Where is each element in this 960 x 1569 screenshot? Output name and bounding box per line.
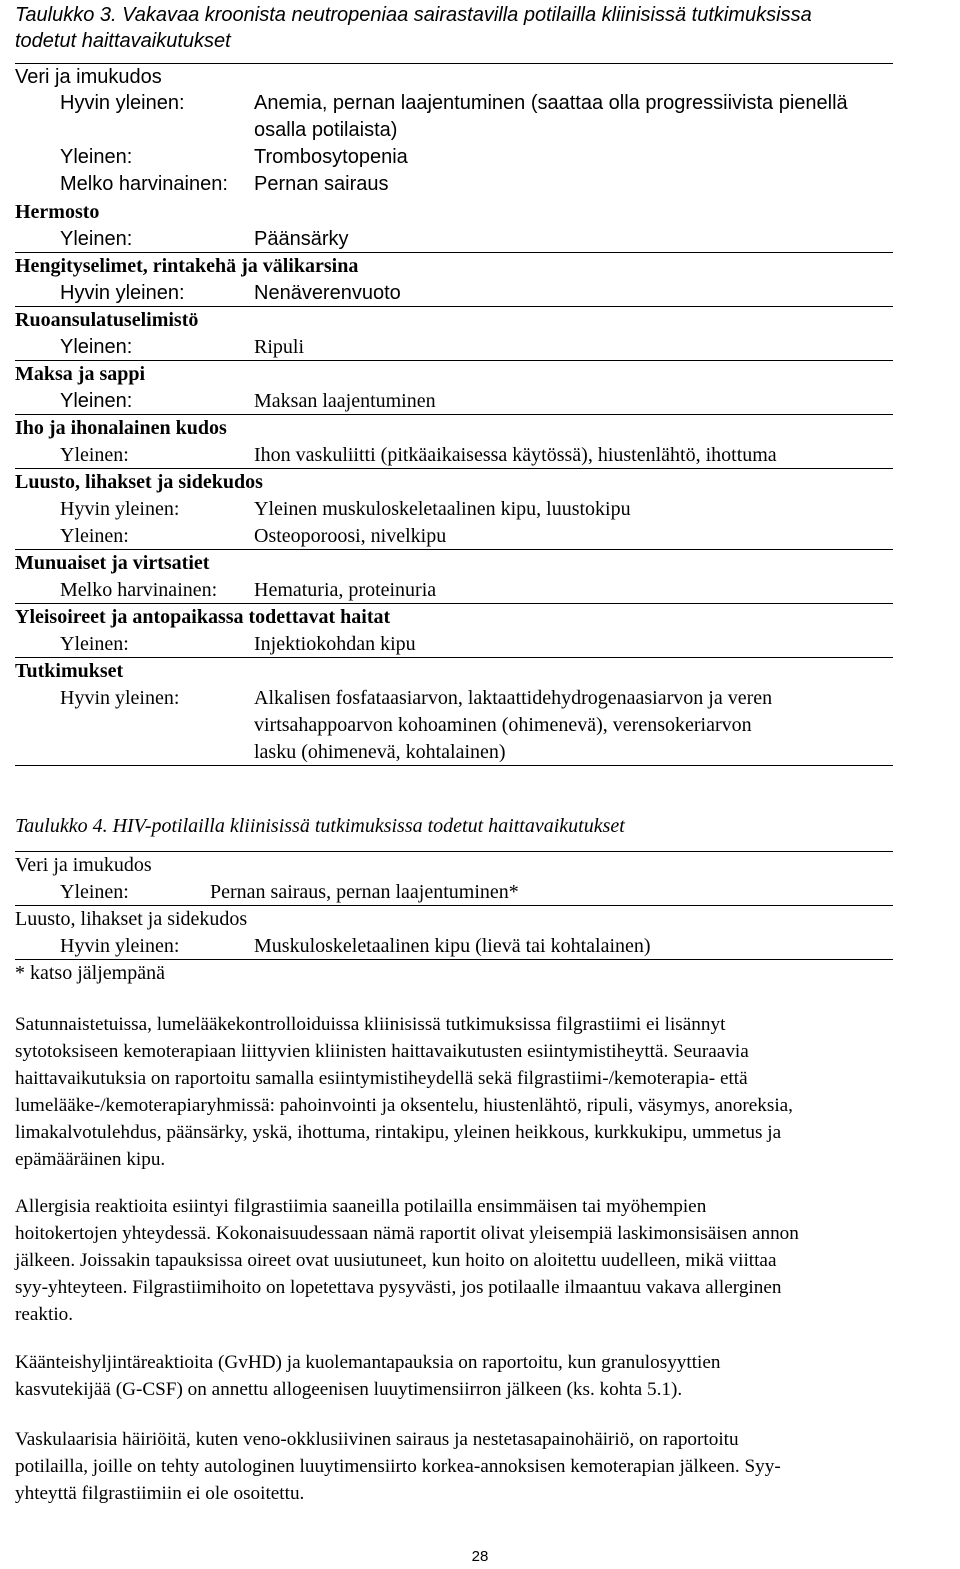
t3-freq-label: Melko harvinainen:: [60, 173, 228, 195]
t3-term: Päänsärky: [254, 228, 349, 250]
t3-freq-label: Yleinen:: [60, 336, 133, 358]
t3-term: lasku (ohimenevä, kohtalainen): [254, 741, 506, 763]
t3-section-title: Ruoansulatuselimistö: [15, 309, 199, 331]
t3-section-title: Tutkimukset: [15, 660, 124, 682]
t3-freq-label: Hyvin yleinen:: [60, 687, 180, 709]
t4-term: Muskuloskeletaalinen kipu (lievä tai kohtalainen): [254, 935, 651, 957]
t3-section-title: Hengityselimet, rintakehä ja välikarsina: [15, 255, 359, 277]
t3-freq-label: Yleinen:: [60, 525, 129, 547]
table4-footnote: * katso jäljempänä: [15, 962, 165, 984]
table3-row-rule: [15, 657, 893, 658]
t3-section-title: Yleisoireet ja antopaikassa todettavat haitat: [15, 606, 391, 628]
paragraph: [15, 1349, 960, 1403]
page-number: 28: [471, 1548, 489, 1565]
t3-term: Ripuli: [254, 336, 305, 358]
table3-caption-prefix: Taulukko 3.: [15, 4, 117, 26]
paragraph-line: Allergisia reaktioita esiintyi filgrastiimia saaneilla potilailla ensimmäisen tai myöhempien: [15, 1196, 707, 1217]
t4-term: Pernan sairaus, pernan laajentuminen*: [210, 881, 519, 903]
paragraph-line: yhteyttä filgrastiimiin ei ole osoitettu.: [15, 1483, 305, 1504]
t3-section-title: Munuaiset ja virtsatiet: [15, 552, 210, 574]
table4-caption-text: HIV-potilailla kliinisissä tutkimuksissa todetut haittavaikutukset: [107, 815, 625, 837]
t3-term: Trombosytopenia: [254, 146, 408, 168]
t3-term: Yleinen muskuloskeletaalinen kipu, luustokipu: [254, 498, 631, 520]
paragraph-line: jälkeen. Joissakin tapauksissa oireet ovat uusiutuneet, kun hoito on aloitettu uudelleen, mikä viittaa: [15, 1250, 777, 1271]
paragraph-line: potilailla, joille on tehty autologinen luuytimensiirto korkea-annoksisen kemoterapian jälkeen. Syy-: [15, 1456, 781, 1477]
paragraph-line: haittavaikutuksia on raportoitu samalla esiintymistiheydellä sekä filgrastiimi-/kemoterapia- että: [15, 1068, 748, 1089]
paragraph-line: Satunnaistetuissa, lumelääkekontrolloiduissa kliinisissä tutkimuksissa filgrastiimi ei lisännyt: [15, 1014, 726, 1035]
table3-caption-line1: Vakavaa kroonista neutropeniaa sairastavilla potilailla kliinisissä tutkimuksissa: [116, 4, 812, 26]
t3-freq-label: Hyvin yleinen:: [60, 282, 185, 304]
paragraph: [15, 1193, 960, 1328]
t3-term: Pernan sairaus: [254, 173, 389, 195]
table3-bottom-rule: [15, 765, 893, 766]
t3-term: Anemia, pernan laajentuminen (saattaa olla progressiivista pienellä: [254, 92, 848, 114]
t3-section-title: Luusto, lihakset ja sidekudos: [15, 471, 263, 493]
paragraph: [15, 1426, 960, 1507]
table4-caption-prefix: Taulukko 4.: [15, 815, 108, 837]
paragraph-line: sytotoksiseen kemoterapiaan liittyvien kliinisten haittavaikutusten esiintymistiheyttä. Seuraavia: [15, 1041, 749, 1062]
t3-freq-label: Yleinen:: [60, 444, 129, 466]
paragraph-line: Käänteishyljintäreaktioita (GvHD) ja kuolemantapauksia on raportoitu, kun granulosyyttien: [15, 1352, 721, 1373]
paragraph-line: Vaskulaarisia häiriöitä, kuten veno-okklusiivinen sairaus ja nestetasapainohäiriö, on raportoitu: [15, 1429, 739, 1450]
t3-term: osalla potilaista): [254, 119, 398, 141]
t3-term: Alkalisen fosfataasiarvon, laktaattidehydrogenaasiarvon ja veren: [254, 687, 773, 709]
t3-freq-label: Yleinen:: [60, 390, 133, 412]
paragraph-line: kasvutekijää (G-CSF) on annettu allogeenisen luuytimensiirron jälkeen (ks. kohta 5.1).: [15, 1379, 683, 1400]
t4-freq-label: Yleinen:: [60, 881, 129, 903]
paragraph: [15, 1011, 960, 1173]
paragraph-line: reaktio.: [15, 1304, 74, 1325]
t3-section-title: Maksa ja sappi: [15, 363, 146, 385]
t3-freq-label: Hyvin yleinen:: [60, 92, 185, 114]
table3-caption-line2: todetut haittavaikutukset: [15, 30, 231, 52]
table3-caption: [15, 2, 915, 54]
t4-section-title: Veri ja imukudos: [15, 854, 152, 876]
t3-section-title: Hermosto: [15, 201, 100, 223]
t3-section-title: Veri ja imukudos: [15, 66, 162, 88]
t3-section-title: Iho ja ihonalainen kudos: [15, 417, 227, 439]
paragraph-line: hoitokertojen yhteydessä. Kokonaisuudessaan nämä raportit olivat yleisempiä laskimonsisäisen annon: [15, 1223, 799, 1244]
paragraph-line: syy-yhteyteen. Filgrastiimihoito on lopetettava pysyvästi, jos potilaalle ilmaantuu vakava allerginen: [15, 1277, 782, 1298]
t3-term: Hematuria, proteinuria: [254, 579, 437, 601]
t3-term: Ihon vaskuliitti (pitkäaikaisessa käytössä), hiustenlähtö, ihottuma: [254, 444, 777, 466]
t3-term: Osteoporoosi, nivelkipu: [254, 525, 447, 547]
t3-freq-label: Yleinen:: [60, 633, 129, 655]
paragraph-line: epämääräinen kipu.: [15, 1149, 166, 1170]
table4-caption: [15, 813, 625, 839]
paragraph-line: lumelääke-/kemoterapiaryhmissä: pahoinvointi ja oksentelu, hiustenlähtö, ripuli, väsymys, anoreksia,: [15, 1095, 793, 1116]
t3-freq-label: Hyvin yleinen:: [60, 498, 180, 520]
table3-row-rule: [15, 360, 893, 361]
t3-freq-label: Yleinen:: [60, 228, 133, 250]
t3-freq-label: Yleinen:: [60, 146, 133, 168]
t3-term: Injektiokohdan kipu: [254, 633, 416, 655]
t4-section-title: Luusto, lihakset ja sidekudos: [15, 908, 248, 930]
paragraph-line: limakalvotulehdus, päänsärky, yskä, ihottuma, rintakipu, yleinen heikkous, kurkkukipu, ummetus ja: [15, 1122, 782, 1143]
t3-term: Maksan laajentuminen: [254, 390, 436, 412]
t3-term: virtsahappoarvon kohoaminen (ohimenevä), verensokeriarvon: [254, 714, 752, 736]
t3-term: Nenäverenvuoto: [254, 282, 401, 304]
t4-freq-label: Hyvin yleinen:: [60, 935, 180, 957]
t3-freq-label: Melko harvinainen:: [60, 579, 218, 601]
